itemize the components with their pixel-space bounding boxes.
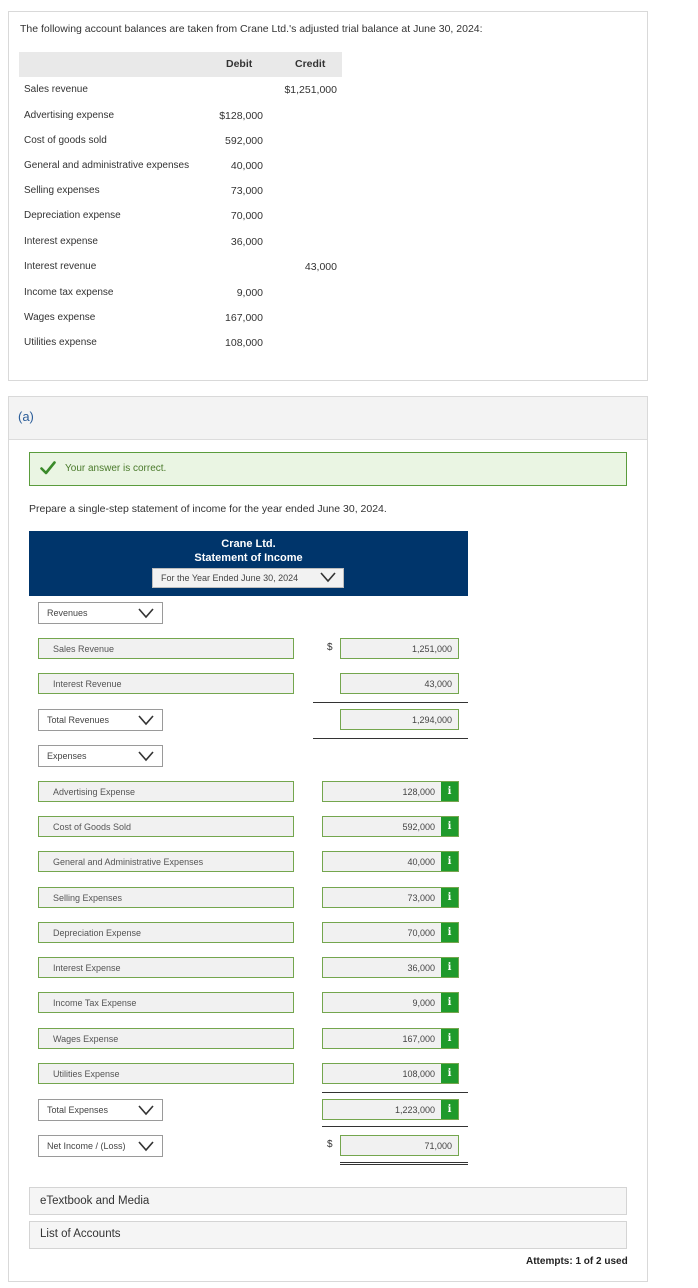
etextbook-label: eTextbook and Media [40, 1195, 150, 1207]
check-icon [40, 461, 56, 475]
tb-account: Income tax expense [24, 287, 114, 298]
amount-field[interactable] [322, 922, 459, 943]
info-icon[interactable]: i [441, 1029, 458, 1048]
tb-account: Advertising expense [24, 110, 115, 121]
info-icon[interactable]: i [441, 852, 458, 871]
subtotal-rule [313, 702, 468, 703]
account-field-value: Sales Revenue [53, 644, 115, 654]
tb-debit: 592,000 [225, 135, 263, 147]
part-a-header [9, 397, 647, 440]
list-of-accounts-label: List of Accounts [40, 1228, 121, 1240]
chevron-down-icon [137, 1104, 155, 1116]
info-icon[interactable]: i [441, 958, 458, 977]
tb-account: Sales revenue [24, 84, 88, 95]
instruction-text: Prepare a single-step statement of income for the year ended June 30, 2024. [29, 503, 387, 515]
tb-debit: 70,000 [230, 210, 263, 222]
trial-balance-header [19, 52, 342, 77]
amount-field[interactable] [322, 887, 459, 908]
info-icon[interactable]: i [441, 888, 458, 907]
info-icon[interactable]: i [441, 782, 458, 801]
net-income-select-value: Net Income / (Loss) [47, 1141, 126, 1151]
amount-field-value: 36,000 [407, 963, 435, 973]
info-icon[interactable]: i [441, 923, 458, 942]
total-revenues-select-value: Total Revenues [47, 715, 110, 725]
currency-symbol: $ [327, 1139, 333, 1150]
info-icon[interactable]: i [441, 993, 458, 1012]
amount-field[interactable] [322, 1099, 459, 1120]
amount-field-value: 9,000 [412, 998, 435, 1008]
debit-header: Debit [226, 58, 253, 70]
revenues-select-value: Revenues [47, 608, 88, 618]
tb-account: General and administrative expenses [24, 160, 190, 171]
tb-account: Interest expense [24, 236, 98, 247]
amount-field-value: 73,000 [407, 893, 435, 903]
total-rule [313, 738, 468, 739]
account-field-value: Utilities Expense [53, 1069, 120, 1079]
amount-field-value: 167,000 [402, 1034, 435, 1044]
amount-field[interactable] [322, 816, 459, 837]
expenses-select-value: Expenses [47, 751, 87, 761]
total-expenses-select-value: Total Expenses [47, 1105, 109, 1115]
amount-field[interactable] [322, 851, 459, 872]
currency-symbol: $ [327, 642, 333, 653]
account-field-value: Interest Expense [53, 963, 121, 973]
tb-account: Wages expense [24, 312, 96, 323]
tb-debit: 9,000 [236, 287, 263, 299]
amount-field-value: 70,000 [407, 928, 435, 938]
amount-field[interactable] [322, 957, 459, 978]
credit-header: Credit [295, 58, 326, 70]
amount-field[interactable] [322, 781, 459, 802]
tb-account: Interest revenue [24, 261, 97, 272]
tb-credit: 43,000 [304, 261, 337, 273]
double-rule [340, 1162, 468, 1165]
tb-debit: 40,000 [230, 160, 263, 172]
info-icon[interactable]: i [441, 1100, 458, 1119]
amount-field-value: 1,294,000 [411, 715, 452, 725]
account-field-value: Advertising Expense [53, 787, 136, 797]
account-field-value: Wages Expense [53, 1034, 119, 1044]
feedback-text: Your answer is correct. [65, 463, 167, 474]
amount-field-value: 71,000 [424, 1141, 452, 1151]
tb-debit: 167,000 [225, 312, 263, 324]
amount-field-value: 592,000 [402, 822, 435, 832]
chevron-down-icon [319, 571, 337, 583]
tb-account: Selling expenses [24, 185, 100, 196]
tb-credit: $1,251,000 [284, 84, 337, 96]
account-field-value: Interest Revenue [53, 679, 122, 689]
amount-field-value: 128,000 [402, 787, 435, 797]
amount-field[interactable] [322, 1063, 459, 1084]
amount-field-value: 40,000 [407, 857, 435, 867]
chevron-down-icon [137, 750, 155, 762]
account-field-value: Income Tax Expense [53, 998, 137, 1008]
period-select-value: For the Year Ended June 30, 2024 [161, 573, 299, 583]
amount-field-value: 108,000 [402, 1069, 435, 1079]
company-name: Crane Ltd. [221, 538, 276, 550]
statement-title: Statement of Income [194, 552, 303, 564]
amount-field[interactable] [322, 992, 459, 1013]
tb-account: Cost of goods sold [24, 135, 107, 146]
amount-field-value: 1,251,000 [411, 644, 452, 654]
subtotal-rule [322, 1092, 468, 1093]
intro-text: The following account balances are taken from Crane Ltd.'s adjusted trial balance at June 30, 2024: [20, 23, 483, 35]
part-letter: (a) [18, 409, 34, 424]
tb-account: Depreciation expense [24, 210, 121, 221]
chevron-down-icon [137, 1140, 155, 1152]
attempts-counter: Attempts: 1 of 2 used [526, 1256, 628, 1267]
account-field-value: Depreciation Expense [53, 928, 142, 938]
total-rule [322, 1126, 468, 1127]
tb-debit: 108,000 [225, 337, 263, 349]
account-field-value: Cost of Goods Sold [53, 822, 132, 832]
info-icon[interactable]: i [441, 1064, 458, 1083]
tb-account: Utilities expense [24, 337, 97, 348]
amount-field-value: 43,000 [424, 679, 452, 689]
account-field-value: Selling Expenses [53, 893, 123, 903]
chevron-down-icon [137, 714, 155, 726]
tb-debit: 36,000 [230, 236, 263, 248]
tb-debit: $128,000 [219, 110, 263, 122]
amount-field-value: 1,223,000 [394, 1105, 435, 1115]
tb-debit: 73,000 [230, 185, 263, 197]
amount-field[interactable] [322, 1028, 459, 1049]
info-icon[interactable]: i [441, 817, 458, 836]
account-field-value: General and Administrative Expenses [53, 857, 204, 867]
chevron-down-icon [137, 607, 155, 619]
